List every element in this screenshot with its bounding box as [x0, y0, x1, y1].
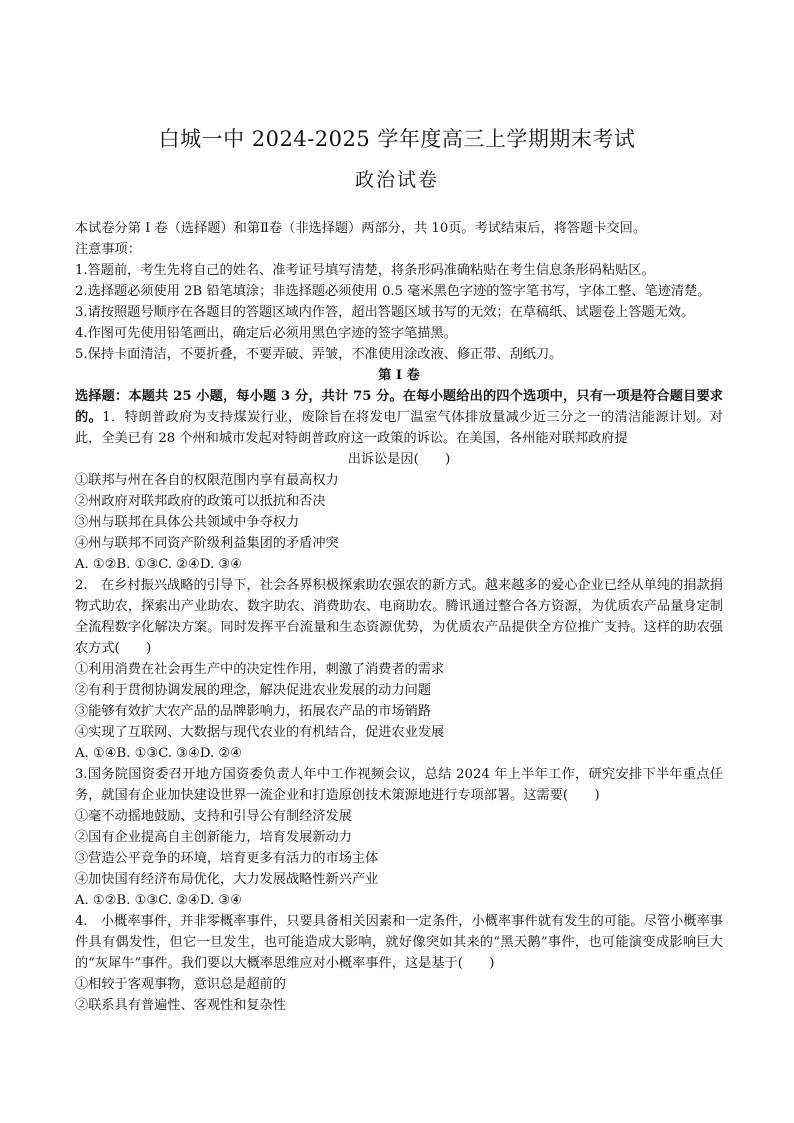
section-title: 第 I 卷: [378, 368, 420, 383]
question-1-option: ④州与联邦不同资产阶级利益集团的矛盾冲突: [75, 536, 339, 551]
question-2-choices: A. ①④B. ①③C. ③④D. ②④: [75, 746, 243, 761]
question-3-option: ③营造公平竞争的环境，培育更多有活力的市场主体: [75, 851, 379, 866]
notice-item: 4.作图可先使用铅笔画出，确定后必须用黑色字迹的签字笔描黑。: [75, 326, 457, 341]
question-4-option: ②联系具有普遍性、客观性和复杂性: [75, 998, 286, 1013]
exam-title: 白城一中 2024-2025 学年度高三上学期期末考试: [158, 127, 636, 151]
question-1: [75, 386, 723, 449]
question-4-option: ①相较于客观事物，意识总是超前的: [75, 977, 286, 992]
section-instruction: 选择题：本题共 25 小题，每小题 3 分，共计 75 分。在每小题给出的四个选项中，只有一项是符合题目要求的。: [75, 389, 723, 425]
question-1-stem-tail: 出诉讼是因( ): [347, 452, 451, 467]
question-4-stem: 4. 小概率事件，并非零概率事件，只要具备相关因素和一定条件，小概率事件就有发生的可能。尽管小概率事件具有偶发性，但它一旦发生，也可能造成大影响，就好像突如其来的“黑天鹅”事件，也可能演变成影响巨大的“灰犀牛”事件。我们要以大概率思维应对小概率事件，这是基于( ): [75, 914, 723, 971]
notice-item: 5.保持卡面清洁，不要折叠，不要弄破、弄皱，不准使用涂改液、修正带、刮纸刀。: [75, 347, 563, 362]
question-3-option: ④加快国有经济布局优化，大力发展战略性新兴产业: [75, 872, 379, 887]
question-2-option: ②有利于贯彻协调发展的理念，解决促进农业发展的动力问题: [75, 683, 432, 698]
notice-heading: 注意事项：: [75, 242, 141, 257]
question-1-option: ②州政府对联邦政府的政策可以抵抗和否决: [75, 494, 326, 509]
question-1-option: ①联邦与州在各自的权限范围内享有最高权力: [75, 473, 339, 488]
question-1-choices: A. ①②B. ①③C. ②④D. ③④: [75, 557, 243, 572]
question-2-option: ①利用消费在社会再生产中的决定性作用，刺激了消费者的需求: [75, 662, 445, 677]
question-3-stem: 3.国务院国资委召开地方国资委负责人年中工作视频会议，总结 2024 年上半年工作，研究安排下半年重点任务，就国有企业加快建设世界一流企业和打造原创技术策源地进行专项部署。这需要( ): [75, 767, 723, 803]
question-3-choices: A. ①②B. ①③C. ②④D. ③④: [75, 893, 243, 908]
question-1-stem: 1．特朗普政府为支持煤炭行业，废除旨在将发电厂温室气体排放量减少近三分之一的清洁能源计划。对此，全美已有 28 个州和城市发起对特朗普政府这一政策的诉讼。在美国，各州能对联邦政府提: [75, 410, 723, 446]
exam-body: [75, 218, 723, 1016]
question-2-stem: 2. 在乡村振兴战略的引导下，社会各界积极探索助农强农的新方式。越来越多的爱心企业已经从单纯的捐款捐物式助农，探索出产业助农、数字助农、消费助农、电商助农。腾讯通过整合各方资源，为优质农产品量身定制全流程数字化解决方案。同时发挥平台流量和生态资源优势，为优质农产品提供全方位推广支持。这样的助农强农方式( ): [75, 578, 723, 656]
notice-item: 1.答题前，考生先将自己的姓名、准考证号填写清楚，将条形码准确粘贴在考生信息条形码粘贴区。: [75, 263, 655, 278]
notice-item: 3.请按照题号顺序在各题目的答题区域内作答，超出答题区域书写的无效；在草稿纸、试题卷上答题无效。: [75, 305, 695, 320]
question-1-option: ③州与联邦在具体公共领域中争夺权力: [75, 515, 300, 530]
intro-text: 本试卷分第 I 卷（选择题）和第Ⅱ卷（非选择题）两部分，共 10页。考试结束后，将答题卡交回。: [75, 221, 647, 236]
question-3-option: ②国有企业提高自主创新能力，培育发展新动力: [75, 830, 352, 845]
notice-item: 2.选择题必须使用 2B 铅笔填涂；非选择题必须使用 0.5 毫米黑色字迹的签字笔书写，字体工整、笔迹清楚。: [75, 284, 711, 299]
question-2-option: ③能够有效扩大农产品的品牌影响力，拓展农产品的市场销路: [75, 704, 432, 719]
question-3-option: ①毫不动摇地鼓励、支持和引导公有制经济发展: [75, 809, 352, 824]
question-2-option: ④实现了互联网、大数据与现代农业的有机结合，促进农业发展: [75, 725, 445, 740]
exam-subject: 政治试卷: [354, 169, 439, 191]
